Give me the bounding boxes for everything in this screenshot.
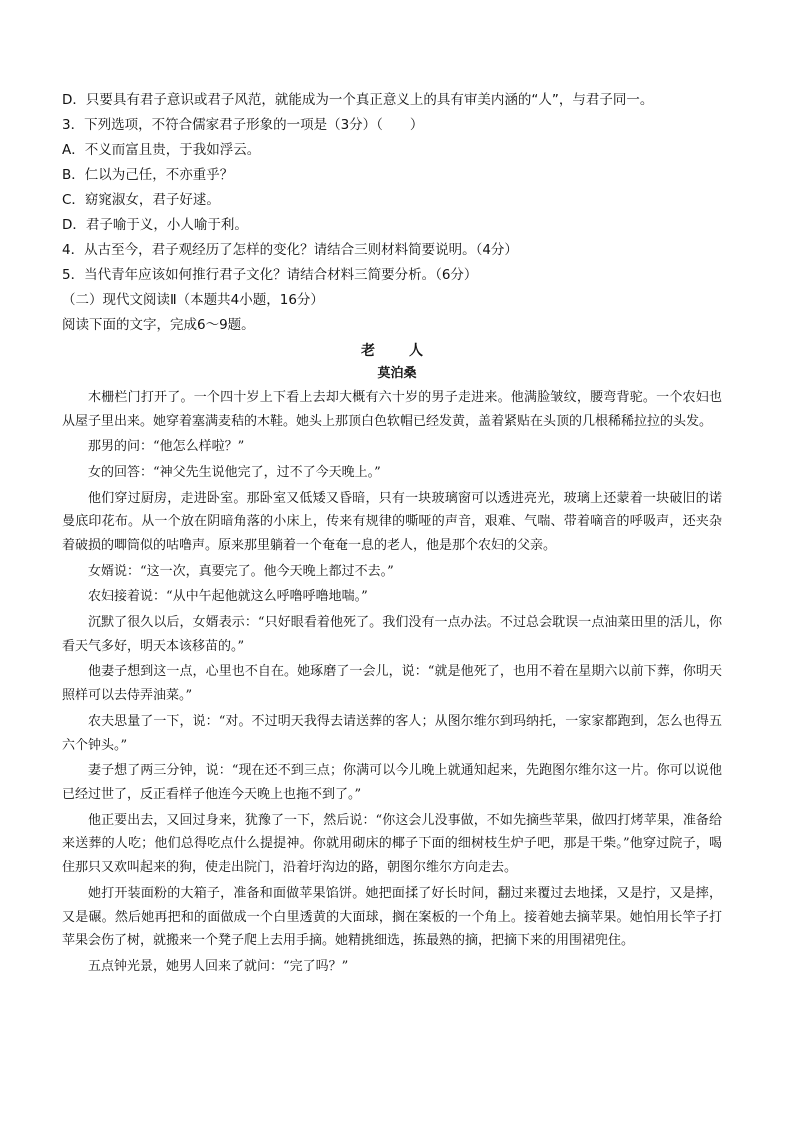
- story-paragraph: 他妻子想到这一点，心里也不自在。她琢磨了一会儿，说：“就是他死了，也用不着在星期六以前下葬，你明天照样可以去侍弄油菜。”: [62, 664, 722, 704]
- option-d-previous-question: D．只要具有君子意识或君子风范，就能成为一个真正意义上的具有审美内涵的“人”，与君子同一。: [62, 92, 654, 108]
- section-heading: （二）现代文阅读Ⅱ（本题共4小题，16分）: [62, 292, 324, 308]
- story-paragraph: 她打开装面粉的大箱子，准备和面做苹果馅饼。她把面揉了好长时间，翻过来覆过去地揉，又是拧，又是摔，又是碾。然后她再把和的面做成一个白里透黄的大面球，搁在案板的一个角上。接着她去摘苹果。她怕用长竿子打苹果会伤了树，就搬来一个凳子爬上去用手摘。她精挑细选，拣最熟的摘，把摘下来的用围裙兜住。: [62, 885, 722, 949]
- story-paragraph: 沉默了很久以后，女婿表示：“只好眼看着他死了。我们没有一点办法。不过总会耽误一点油菜田里的活儿，你看天气多好，明天本该移苗的。”: [62, 614, 722, 654]
- story-paragraph: 他正要出去，又回过身来，犹豫了一下，然后说：“你这会儿没事做，不如先摘些苹果，做四打烤苹果，准备给来送葬的人吃；他们总得吃点什么提提神。你就用砌床的椰子下面的细树枝生炉子吧，那是干柴。”他穿过院子，喝住那只又欢叫起来的狗，使走出院门，沿着圩沟边的路，朝图尔维尔方向走去。: [62, 812, 722, 876]
- question-3-option-a: A．不义而富且贵，于我如浮云。: [62, 142, 261, 158]
- story-paragraph: 木栅栏门打开了。一个四十岁上下看上去却大概有六十岁的男子走进来。他满脸皱纹，腰弯背驼。一个农妇也从屋子里出来。她穿着塞满麦秸的木鞋。她头上那顶白色软帽已经发黄，盖着紧贴在头顶的几根稀稀拉拉的头发。: [62, 390, 722, 429]
- story-paragraph: 女婿说：“这一次，真要完了。他今天晚上都过不去。”: [88, 563, 394, 579]
- story-body: [62, 386, 722, 980]
- question-3-option-c: C．窈窕淑女，君子好逑。: [62, 192, 220, 208]
- reading-instruction: 阅读下面的文字，完成6～9题。: [62, 317, 255, 333]
- story-paragraph: 女的回答：“神父先生说他完了，过不了今天晚上。”: [88, 464, 381, 480]
- question-3-option-b: B．仁以为己任，不亦重乎？: [62, 167, 234, 183]
- story-paragraph: 妻子想了两三分钟，说：“现在还不到三点；你满可以今儿晚上就通知起来，先跑图尔维尔这一片。你可以说他已经过世了，反正看样子他连今天晚上也拖不到了。”: [62, 763, 722, 802]
- question-3-option-d: D．君子喻于义，小人喻于利。: [62, 217, 248, 233]
- story-paragraph: 农妇接着说：“从中午起他就这么呼噜呼噜地喘。”: [88, 589, 368, 605]
- story-paragraph: 他们穿过厨房，走进卧室。那卧室又低矮又昏暗，只有一块玻璃窗可以透进亮光，玻璃上还蒙着一块破旧的诺曼底印花布。从一个放在阴暗角落的小床上，传来有规律的嘶哑的声音，艰难、气喘、带着嘀音的呼吸声，还夹杂着破损的唧筒似的咕噜声。原来那里躺着一个奄奄一息的老人，他是那个农妇的父亲。: [62, 490, 722, 554]
- question-3: 3．下列选项，不符合儒家君子形象的一项是（3分）（ ）: [62, 117, 424, 133]
- story-paragraph: 五点钟光景，她男人回来了就问：“完了吗？”: [88, 958, 349, 974]
- question-5: 5．当代青年应该如何推行君子文化？请结合材料三简要分析。（6分）: [62, 267, 478, 283]
- story-author: 莫泊桑: [377, 366, 417, 381]
- story-paragraph: 农夫思量了一下，说：“对。不过明天我得去请送葬的客人；从图尔维尔到玛纳托，一家家都跑到，怎么也得五六个钟头。”: [62, 713, 722, 753]
- question-4: 4．从古至今，君子观经历了怎样的变化？请结合三则材料简要说明。（4分）: [62, 242, 518, 258]
- story-title: 老 人: [361, 343, 433, 359]
- story-paragraph: 那男的问：“他怎么样啦？”: [88, 439, 245, 455]
